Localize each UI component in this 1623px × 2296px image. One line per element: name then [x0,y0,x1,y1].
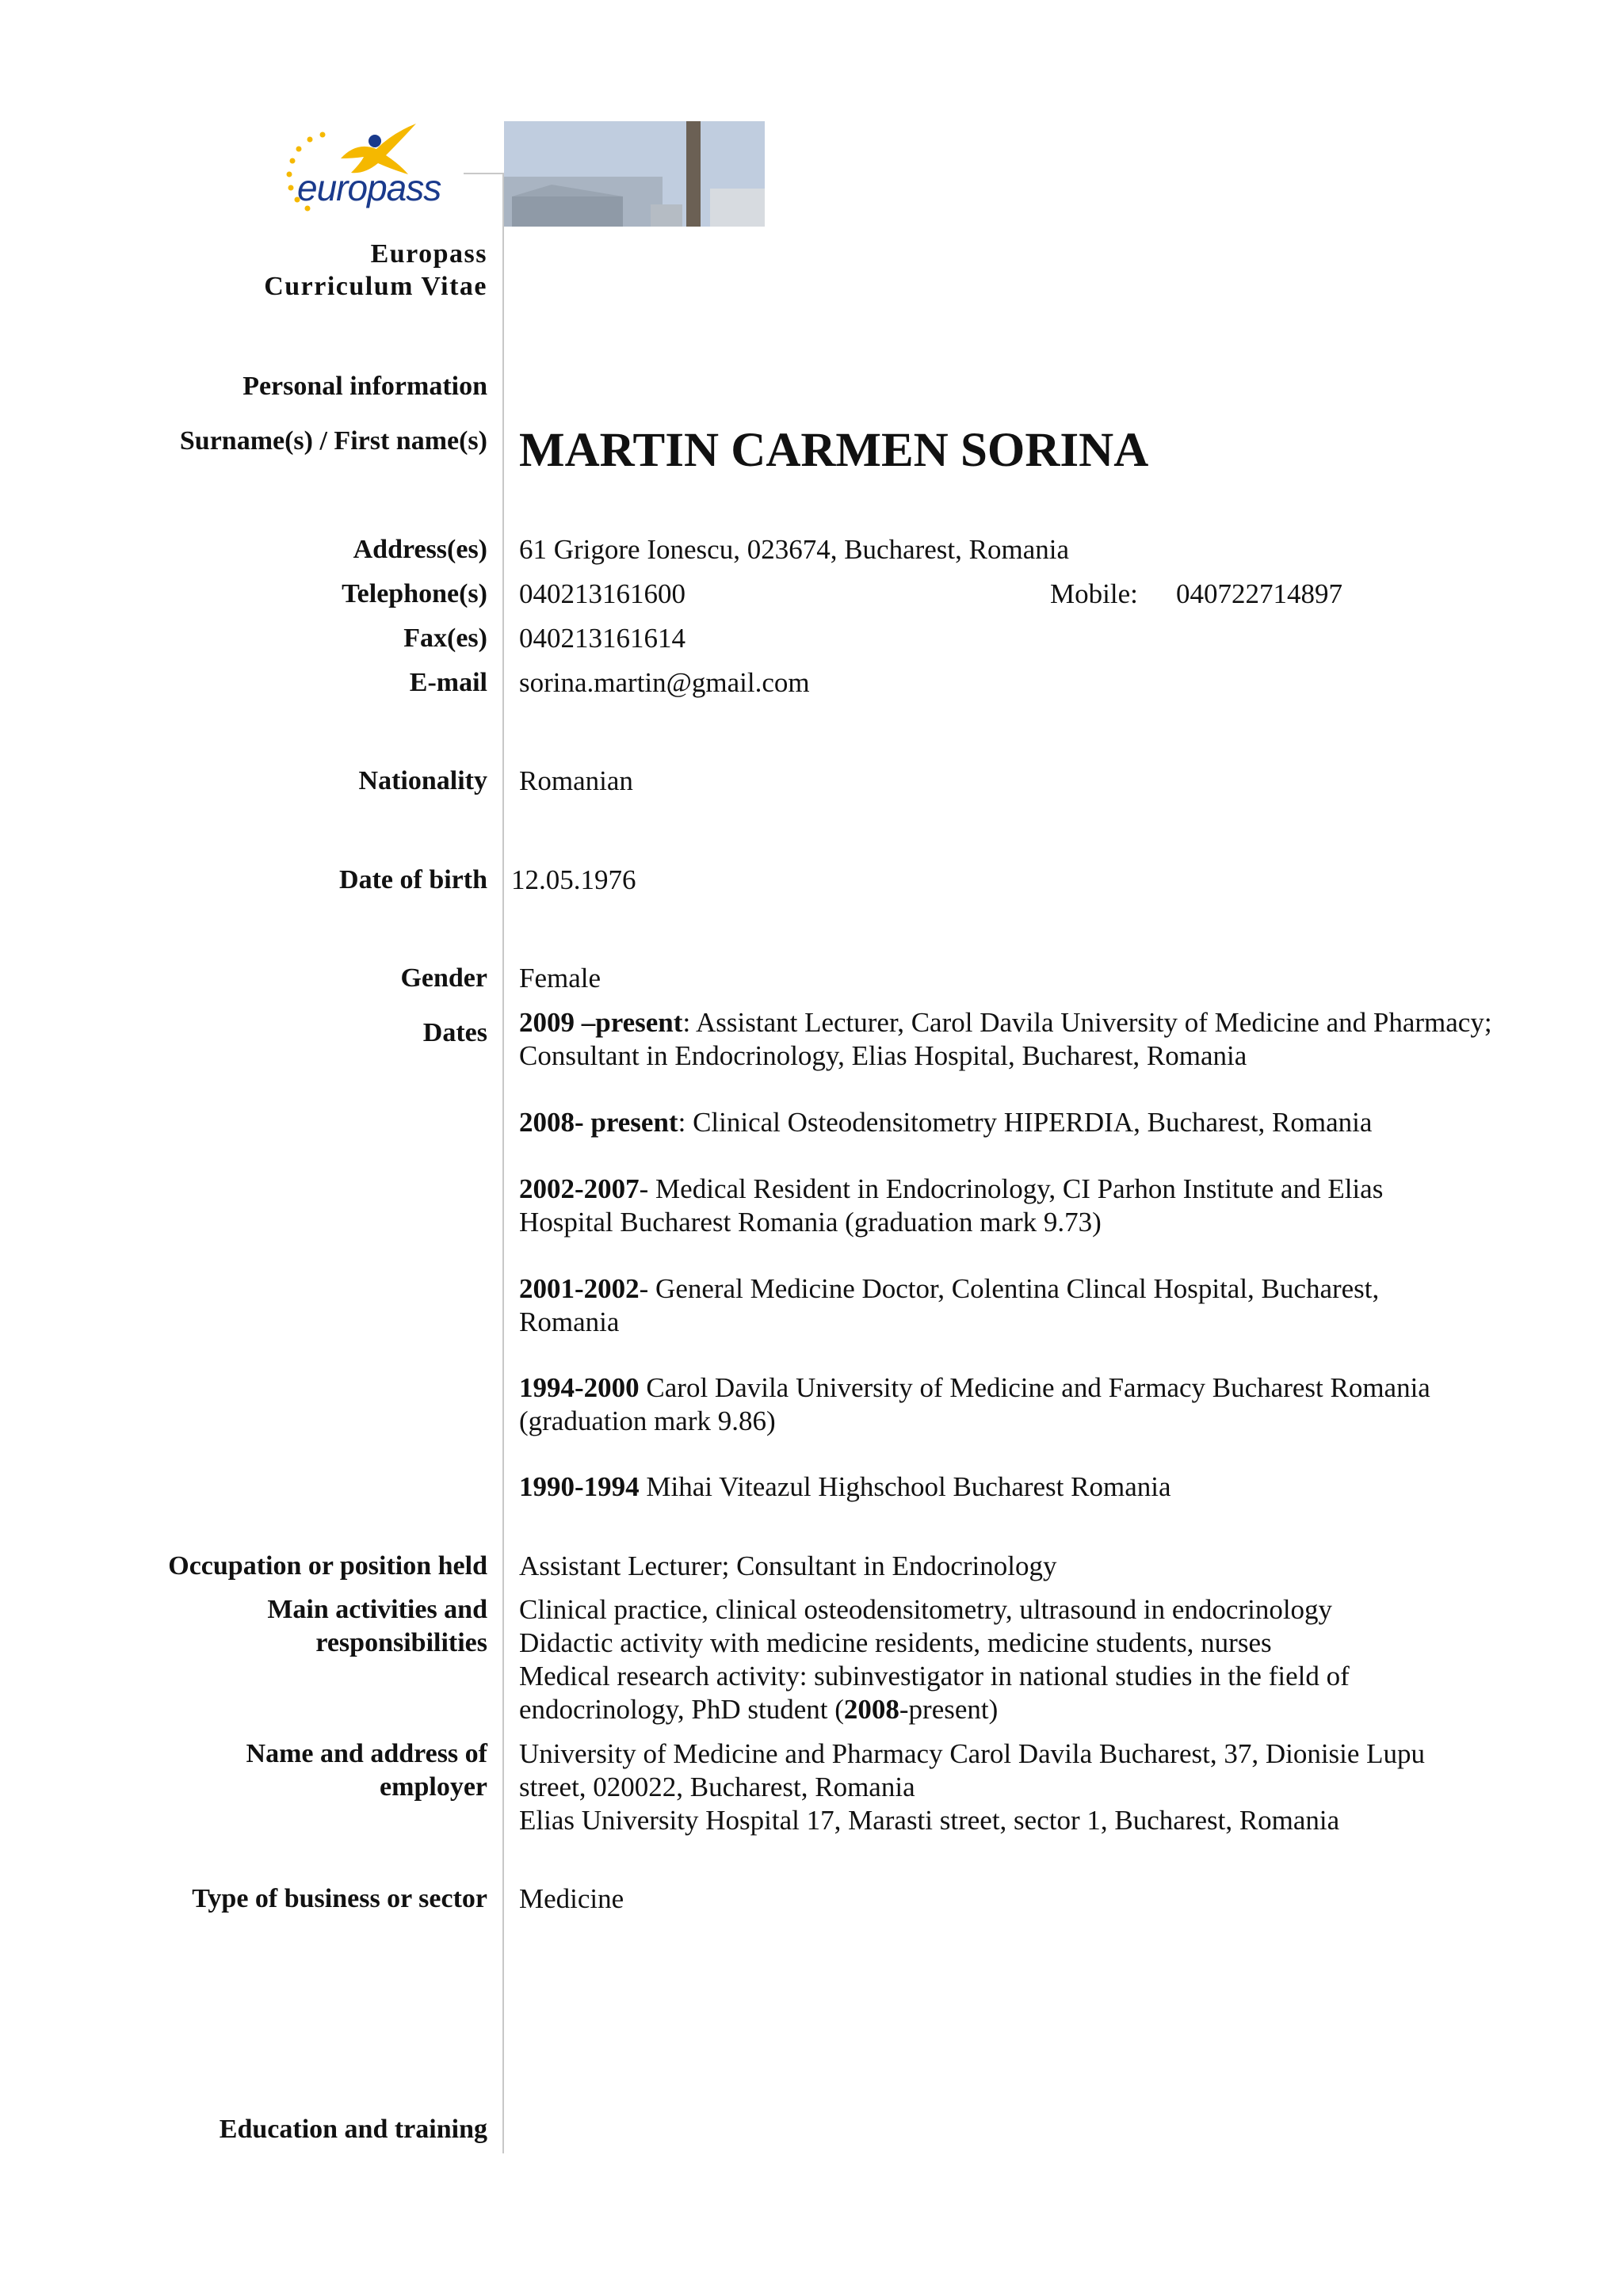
employer-line: University of Medicine and Pharmacy Carol Davila Bucharest, 37, Dionisie Lupu [519,1738,1426,1769]
mobile-label: Mobile: [1050,578,1138,609]
cv-title-line2: Curriculum Vitae [264,272,487,301]
activities-line: Didactic activity with medicine residents, medicine students, nurses [519,1627,1272,1658]
activities-label-line1: Main activities and [267,1595,487,1624]
name-label: Surname(s) / First name(s) [179,426,487,456]
entry-text: Mihai Viteazul Highschool Bucharest Romania [639,1471,1171,1502]
gender-label: Gender [400,963,487,993]
dob-value: 12.05.1976 [511,864,636,895]
address-label: Address(es) [353,535,487,564]
entry-period: 2001-2002 [519,1273,640,1304]
header-photo [504,121,765,227]
employer-line: street, 020022, Bucharest, Romania [519,1772,915,1802]
cv-title-line1: Europass [370,239,487,269]
fax-label: Fax(es) [403,624,487,653]
sector-value: Medicine [519,1883,624,1914]
activities-line4-year: 2008 [843,1694,899,1725]
dob-label: Date of birth [339,865,487,894]
entry-text: : Assistant Lecturer, Carol Davila University of Medicine and Pharmacy; Consultant in Endocrinology, Elias Hospital, Bucharest, Romania [519,1007,1492,1071]
mobile-value: 040722714897 [1176,578,1342,609]
experience-entry [519,1470,1549,1504]
activities-line4-suffix: -present) [899,1694,999,1725]
experience-entry [519,1371,1518,1438]
employer-label-line2: employer [380,1772,487,1802]
section-personal-information: Personal information [242,372,487,401]
full-name: MARTIN CARMEN SORINA [519,424,1149,477]
entry-period: 1990-1994 [519,1471,640,1502]
entry-text: Carol Davila University of Medicine and Farmacy Bucharest Romania (graduation mark 9.86) [519,1372,1430,1436]
experience-entry [519,1173,1478,1239]
experience-entry [519,1006,1541,1073]
europass-logo-text: europass [297,167,441,208]
entry-text: - General Medicine Doctor, Colentina Clincal Hospital, Bucharest, Romania [519,1273,1380,1337]
employer-line: Elias University Hospital 17, Marasti street, sector 1, Bucharest, Romania [519,1805,1340,1836]
experience-entry [519,1272,1482,1339]
activities-label-line2: responsibilities [315,1628,487,1657]
logo-divider [464,173,504,174]
sector-label: Type of business or sector [192,1884,487,1913]
gender-value: Female [519,963,601,994]
experience-entry [519,1106,1549,1139]
email-label: E-mail [409,668,487,697]
email-value: sorina.martin@gmail.com [519,667,810,698]
telephone-value: 040213161600 [519,578,685,609]
address-value: 61 Grigore Ionescu, 023674, Bucharest, Romania [519,534,1070,565]
section-education-training: Education and training [219,2115,487,2144]
entry-period: 2002-2007 [519,1173,640,1204]
activities-line4-text: endocrinology, PhD student ( [519,1694,844,1725]
telephone-label: Telephone(s) [342,579,487,608]
activities-line [519,1693,1549,1726]
dates-label: Dates [422,1018,487,1047]
occupation-label: Occupation or position held [168,1551,487,1581]
nationality-value: Romanian [519,765,633,796]
entry-period: 2008- present [519,1107,678,1138]
entry-period: 2009 –present [519,1007,683,1038]
fax-value: 040213161614 [519,623,685,654]
entry-text: - Medical Resident in Endocrinology, CI Parhon Institute and Elias Hospital Bucharest Romania (graduation mark 9.73) [519,1173,1384,1238]
column-divider [502,173,504,2153]
entry-text: : Clinical Osteodensitometry HIPERDIA, Bucharest, Romania [678,1107,1373,1138]
entry-period: 1994-2000 [519,1372,640,1403]
occupation-value: Assistant Lecturer; Consultant in Endocrinology [519,1550,1057,1581]
activities-line: Clinical practice, clinical osteodensitometry, ultrasound in endocrinology [519,1594,1333,1625]
employer-label-line1: Name and address of [246,1739,487,1768]
nationality-label: Nationality [358,766,487,795]
europass-logo [281,117,472,220]
activities-line: Medical research activity: subinvestigator in national studies in the field of [519,1661,1350,1691]
